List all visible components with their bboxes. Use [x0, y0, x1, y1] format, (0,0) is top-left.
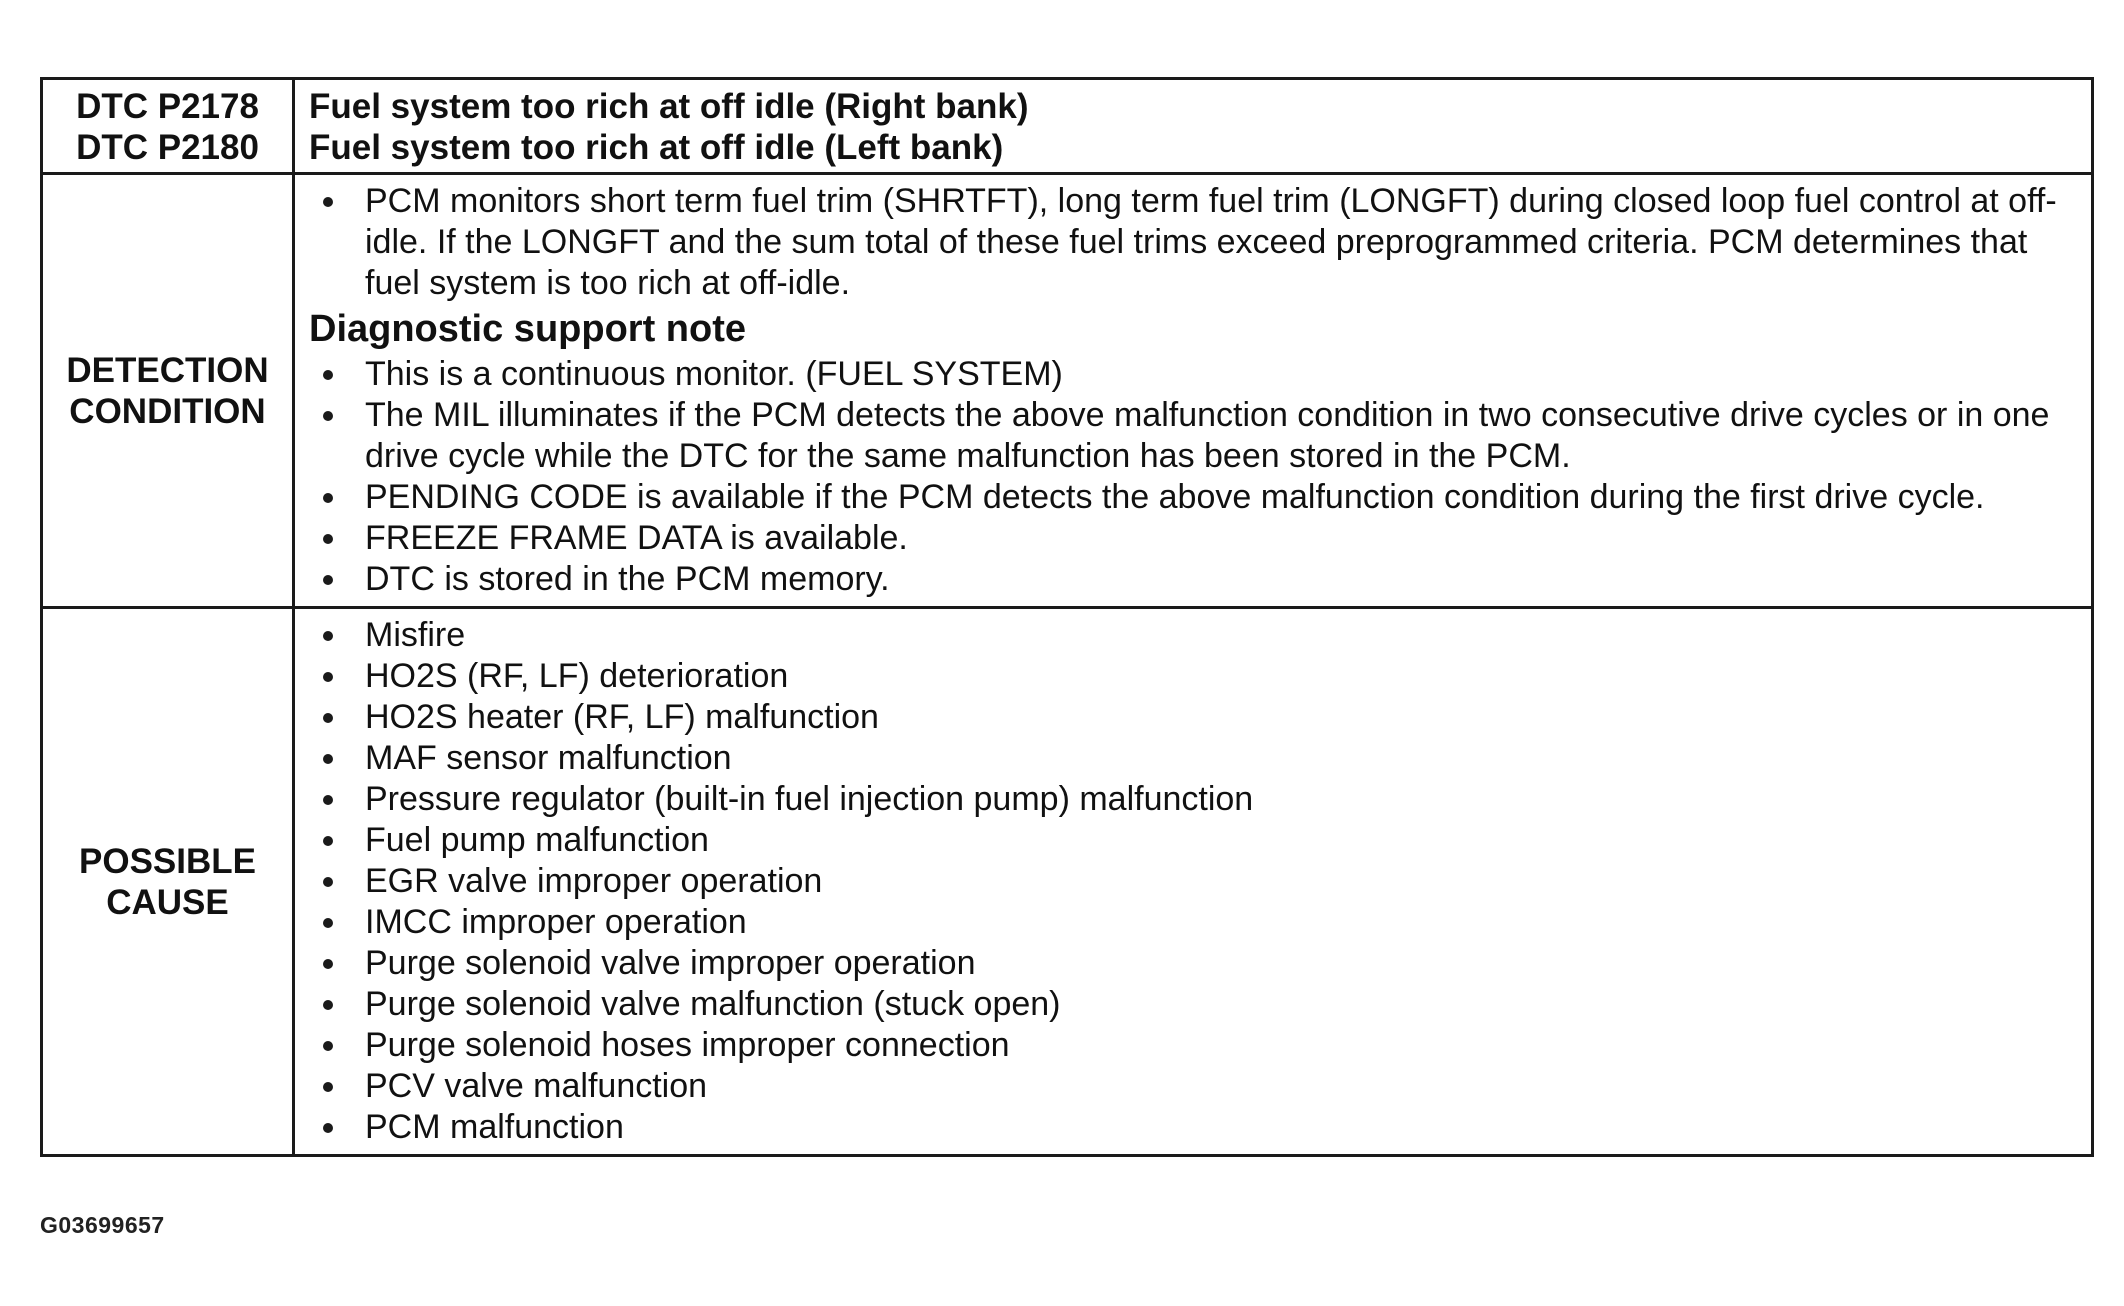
- list-item: FREEZE FRAME DATA is available.: [309, 518, 2081, 559]
- list-item: Pressure regulator (built-in fuel injection pump) malfunction: [309, 779, 2081, 820]
- figure-id: G03699657: [40, 1212, 165, 1238]
- list-item: Misfire: [309, 615, 2081, 656]
- row-label: CONDITION: [69, 391, 266, 431]
- list-item: The MIL illuminates if the PCM detects the above malfunction condition in two consecutive drive cycles or in one drive cycle while the DTC for the same malfunction has been stored in the PCM.: [309, 395, 2081, 477]
- diagnostic-note-list: [309, 354, 2081, 600]
- detection-content-cell: [294, 174, 2093, 608]
- row-label: POSSIBLE: [79, 841, 256, 881]
- dtc-description: Fuel system too rich at off idle (Left bank): [309, 128, 1004, 167]
- detection-label-cell: [42, 174, 294, 608]
- list-item: PCM monitors short term fuel trim (SHRTFT), long term fuel trim (LONGFT) during closed loop fuel control at off-idle. If the LONGFT and the sum total of these fuel trims exceed preprogrammed criteria. PCM determines that fuel system is too rich at off-idle.: [309, 181, 2081, 304]
- possible-cause-content-cell: [294, 608, 2093, 1156]
- list-item: IMCC improper operation: [309, 902, 2081, 943]
- list-item: Purge solenoid valve improper operation: [309, 943, 2081, 984]
- list-item: This is a continuous monitor. (FUEL SYSTEM): [309, 354, 2081, 395]
- list-item: Fuel pump malfunction: [309, 820, 2081, 861]
- list-item: Purge solenoid valve malfunction (stuck open): [309, 984, 2081, 1025]
- list-item: PENDING CODE is available if the PCM detects the above malfunction condition during the first drive cycle.: [309, 477, 2081, 518]
- row-label: CAUSE: [106, 882, 229, 922]
- list-item: MAF sensor malfunction: [309, 738, 2081, 779]
- list-item: PCV valve malfunction: [309, 1066, 2081, 1107]
- list-item: Purge solenoid hoses improper connection: [309, 1025, 2081, 1066]
- detection-row: [42, 174, 2093, 608]
- list-item: HO2S (RF, LF) deterioration: [309, 656, 2081, 697]
- dtc-code-cell: [42, 79, 294, 174]
- dtc-table: [40, 77, 2094, 1157]
- possible-cause-label-cell: [42, 608, 294, 1156]
- list-item: DTC is stored in the PCM memory.: [309, 559, 2081, 600]
- note-heading: Diagnostic support note: [309, 308, 746, 350]
- header-row: [42, 79, 2093, 174]
- list-item: PCM malfunction: [309, 1107, 2081, 1148]
- dtc-description: Fuel system too rich at off idle (Right bank): [309, 87, 1029, 126]
- dtc-code: DTC P2178: [76, 87, 259, 126]
- possible-cause-list: [309, 615, 2081, 1148]
- dtc-description-cell: [294, 79, 2093, 174]
- row-label: DETECTION: [66, 350, 269, 390]
- dtc-code: DTC P2180: [76, 128, 259, 167]
- list-item: EGR valve improper operation: [309, 861, 2081, 902]
- possible-cause-row: [42, 608, 2093, 1156]
- detection-intro-list: [309, 181, 2081, 304]
- list-item: HO2S heater (RF, LF) malfunction: [309, 697, 2081, 738]
